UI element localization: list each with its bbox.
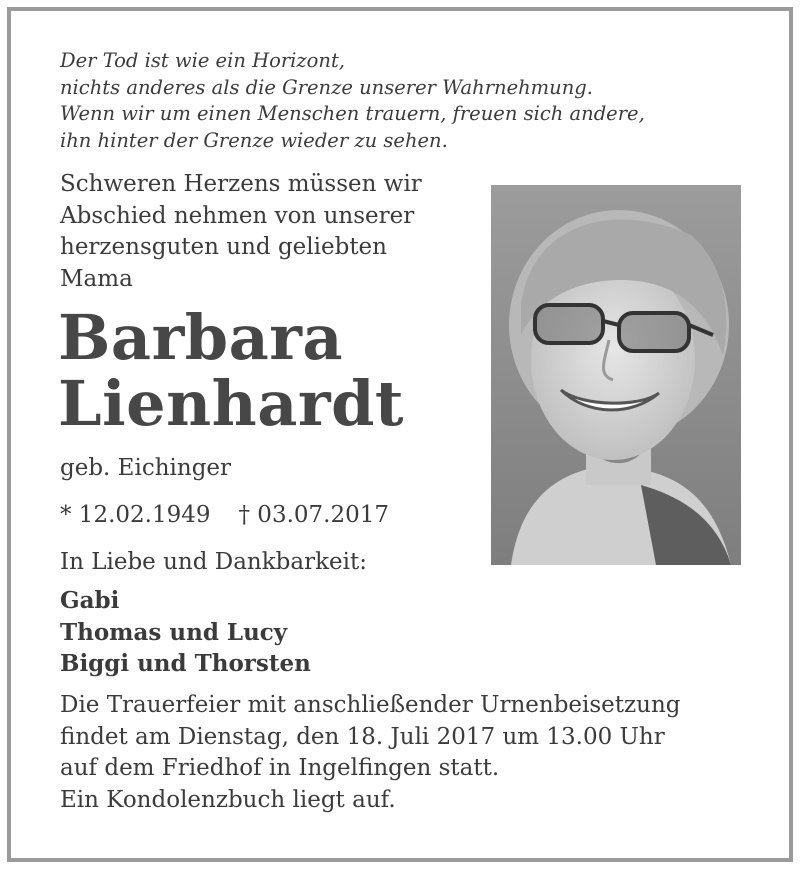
family-member: Gabi <box>60 587 120 614</box>
first-name: Barbara <box>58 301 344 374</box>
family-member: Biggi und Thorsten <box>60 650 311 677</box>
life-dates <box>60 500 389 530</box>
portrait-icon <box>491 185 741 565</box>
intro-line: herzensguten und geliebten <box>60 234 387 260</box>
poem-line: Der Tod ist wie ein Horizont, <box>60 49 345 72</box>
poem-line: Wenn wir um einen Menschen trauern, freuen sich andere, <box>60 102 645 125</box>
intro-line: Schweren Herzens müssen wir <box>60 171 422 197</box>
service-info <box>60 690 760 816</box>
death-date: † 03.07.2017 <box>238 502 389 528</box>
family-member: Thomas und Lucy <box>60 618 288 646</box>
gratitude-line: In Liebe und Dankbarkeit: <box>60 549 367 575</box>
poem-line: nichts anderes als die Grenze unserer Wahrnehmung. <box>60 75 593 99</box>
intro-line: Mama <box>60 265 133 292</box>
family-list <box>60 585 311 680</box>
service-line: Die Trauerfeier mit anschließender Urnenbeisetzung <box>60 692 681 718</box>
service-line: auf dem Friedhof in Ingelfingen statt. <box>60 755 500 781</box>
intro-line: Abschied nehmen von unserer <box>60 202 415 229</box>
portrait-photo <box>491 185 741 565</box>
maiden-name: geb. Eichinger <box>60 455 232 481</box>
birth-date: * 12.02.1949 <box>60 502 211 528</box>
poem <box>60 48 740 154</box>
intro-text <box>60 169 490 295</box>
service-line: findet am Dienstag, den 18. Juli 2017 um 13.00 Uhr <box>60 723 665 750</box>
deceased-name <box>58 301 478 440</box>
poem-line: ihn hinter der Grenze wieder zu sehen. <box>60 128 448 152</box>
last-name: Lienhardt <box>58 367 405 440</box>
service-line: Ein Kondolenzbuch liegt auf. <box>60 786 396 813</box>
